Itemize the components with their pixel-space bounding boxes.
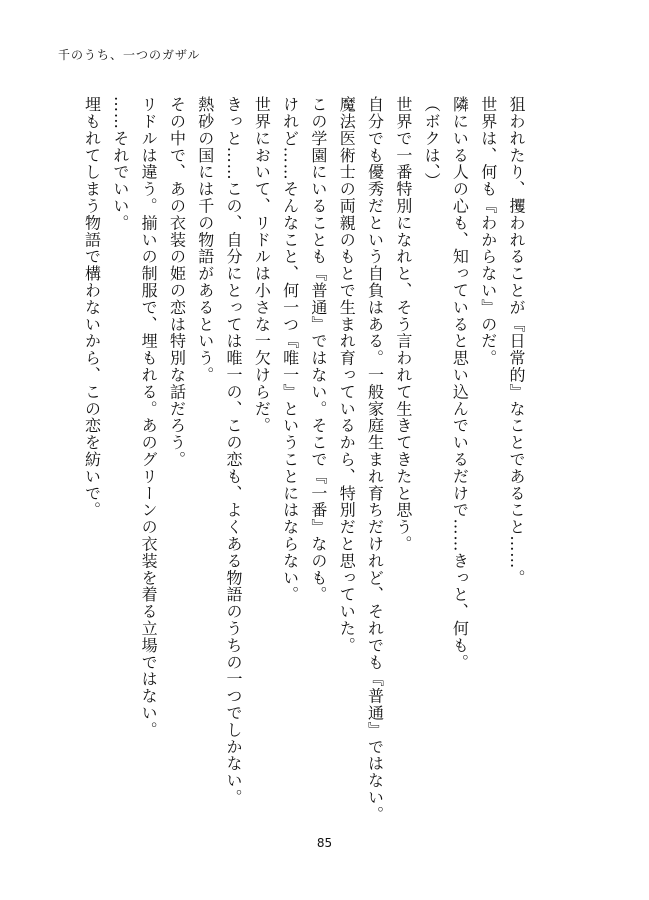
text-line: 狙われたり、攫われることが『日常的』なことであること……。 xyxy=(507,96,526,587)
text-line: 世界において、リドルは小さな一欠けらだ。 xyxy=(252,96,272,434)
text-line: 世界で一番特別になれと、そう言われて生きてきたと思う。 xyxy=(393,96,413,553)
page-number: 85 xyxy=(316,836,333,850)
text-line: この学園にいることも『普通』ではない。そこで『一番』なのも。 xyxy=(308,96,328,603)
text-line: きっと……この、自分にとっては唯一の、この恋も、よくある物語のうちの一つでしかない。 xyxy=(224,96,244,806)
text-line: 隣にいる人の心も、知っていると思い込んでいるだけで……きっと、何も。 xyxy=(450,96,470,671)
text-line: その中で、あの衣装の姫の恋は特別な話だろう。 xyxy=(167,96,187,468)
text-line: リドルは違う。揃いの制服で、埋もれる。あのグリーンの衣装を着る立場ではない。 xyxy=(139,96,159,739)
running-head: 千のうち、一つのガザル xyxy=(58,48,201,62)
text-line: 魔法医術士の両親のもとで生まれ育っているから、特別だと思っていた。 xyxy=(337,96,357,654)
text-line: （ボクは、） xyxy=(422,96,442,190)
text-line: ……それでいい。 xyxy=(110,96,130,232)
text-line: 埋もれてしまう物語で構わないから、この恋を紡いで。 xyxy=(82,96,102,519)
text-line: 熱砂の国には千の物語があるという。 xyxy=(195,96,215,384)
text-line: 自分でも優秀だという自負はある。一般家庭生まれ育ちだけれど、それでも『普通』ではない。 xyxy=(365,96,385,823)
text-line: けれど……そんなこと、何一つ『唯一』ということにはならない。 xyxy=(280,96,300,603)
text-line: 世界は、何も『わからない』のだ。 xyxy=(478,96,498,367)
body-text xyxy=(78,96,530,826)
